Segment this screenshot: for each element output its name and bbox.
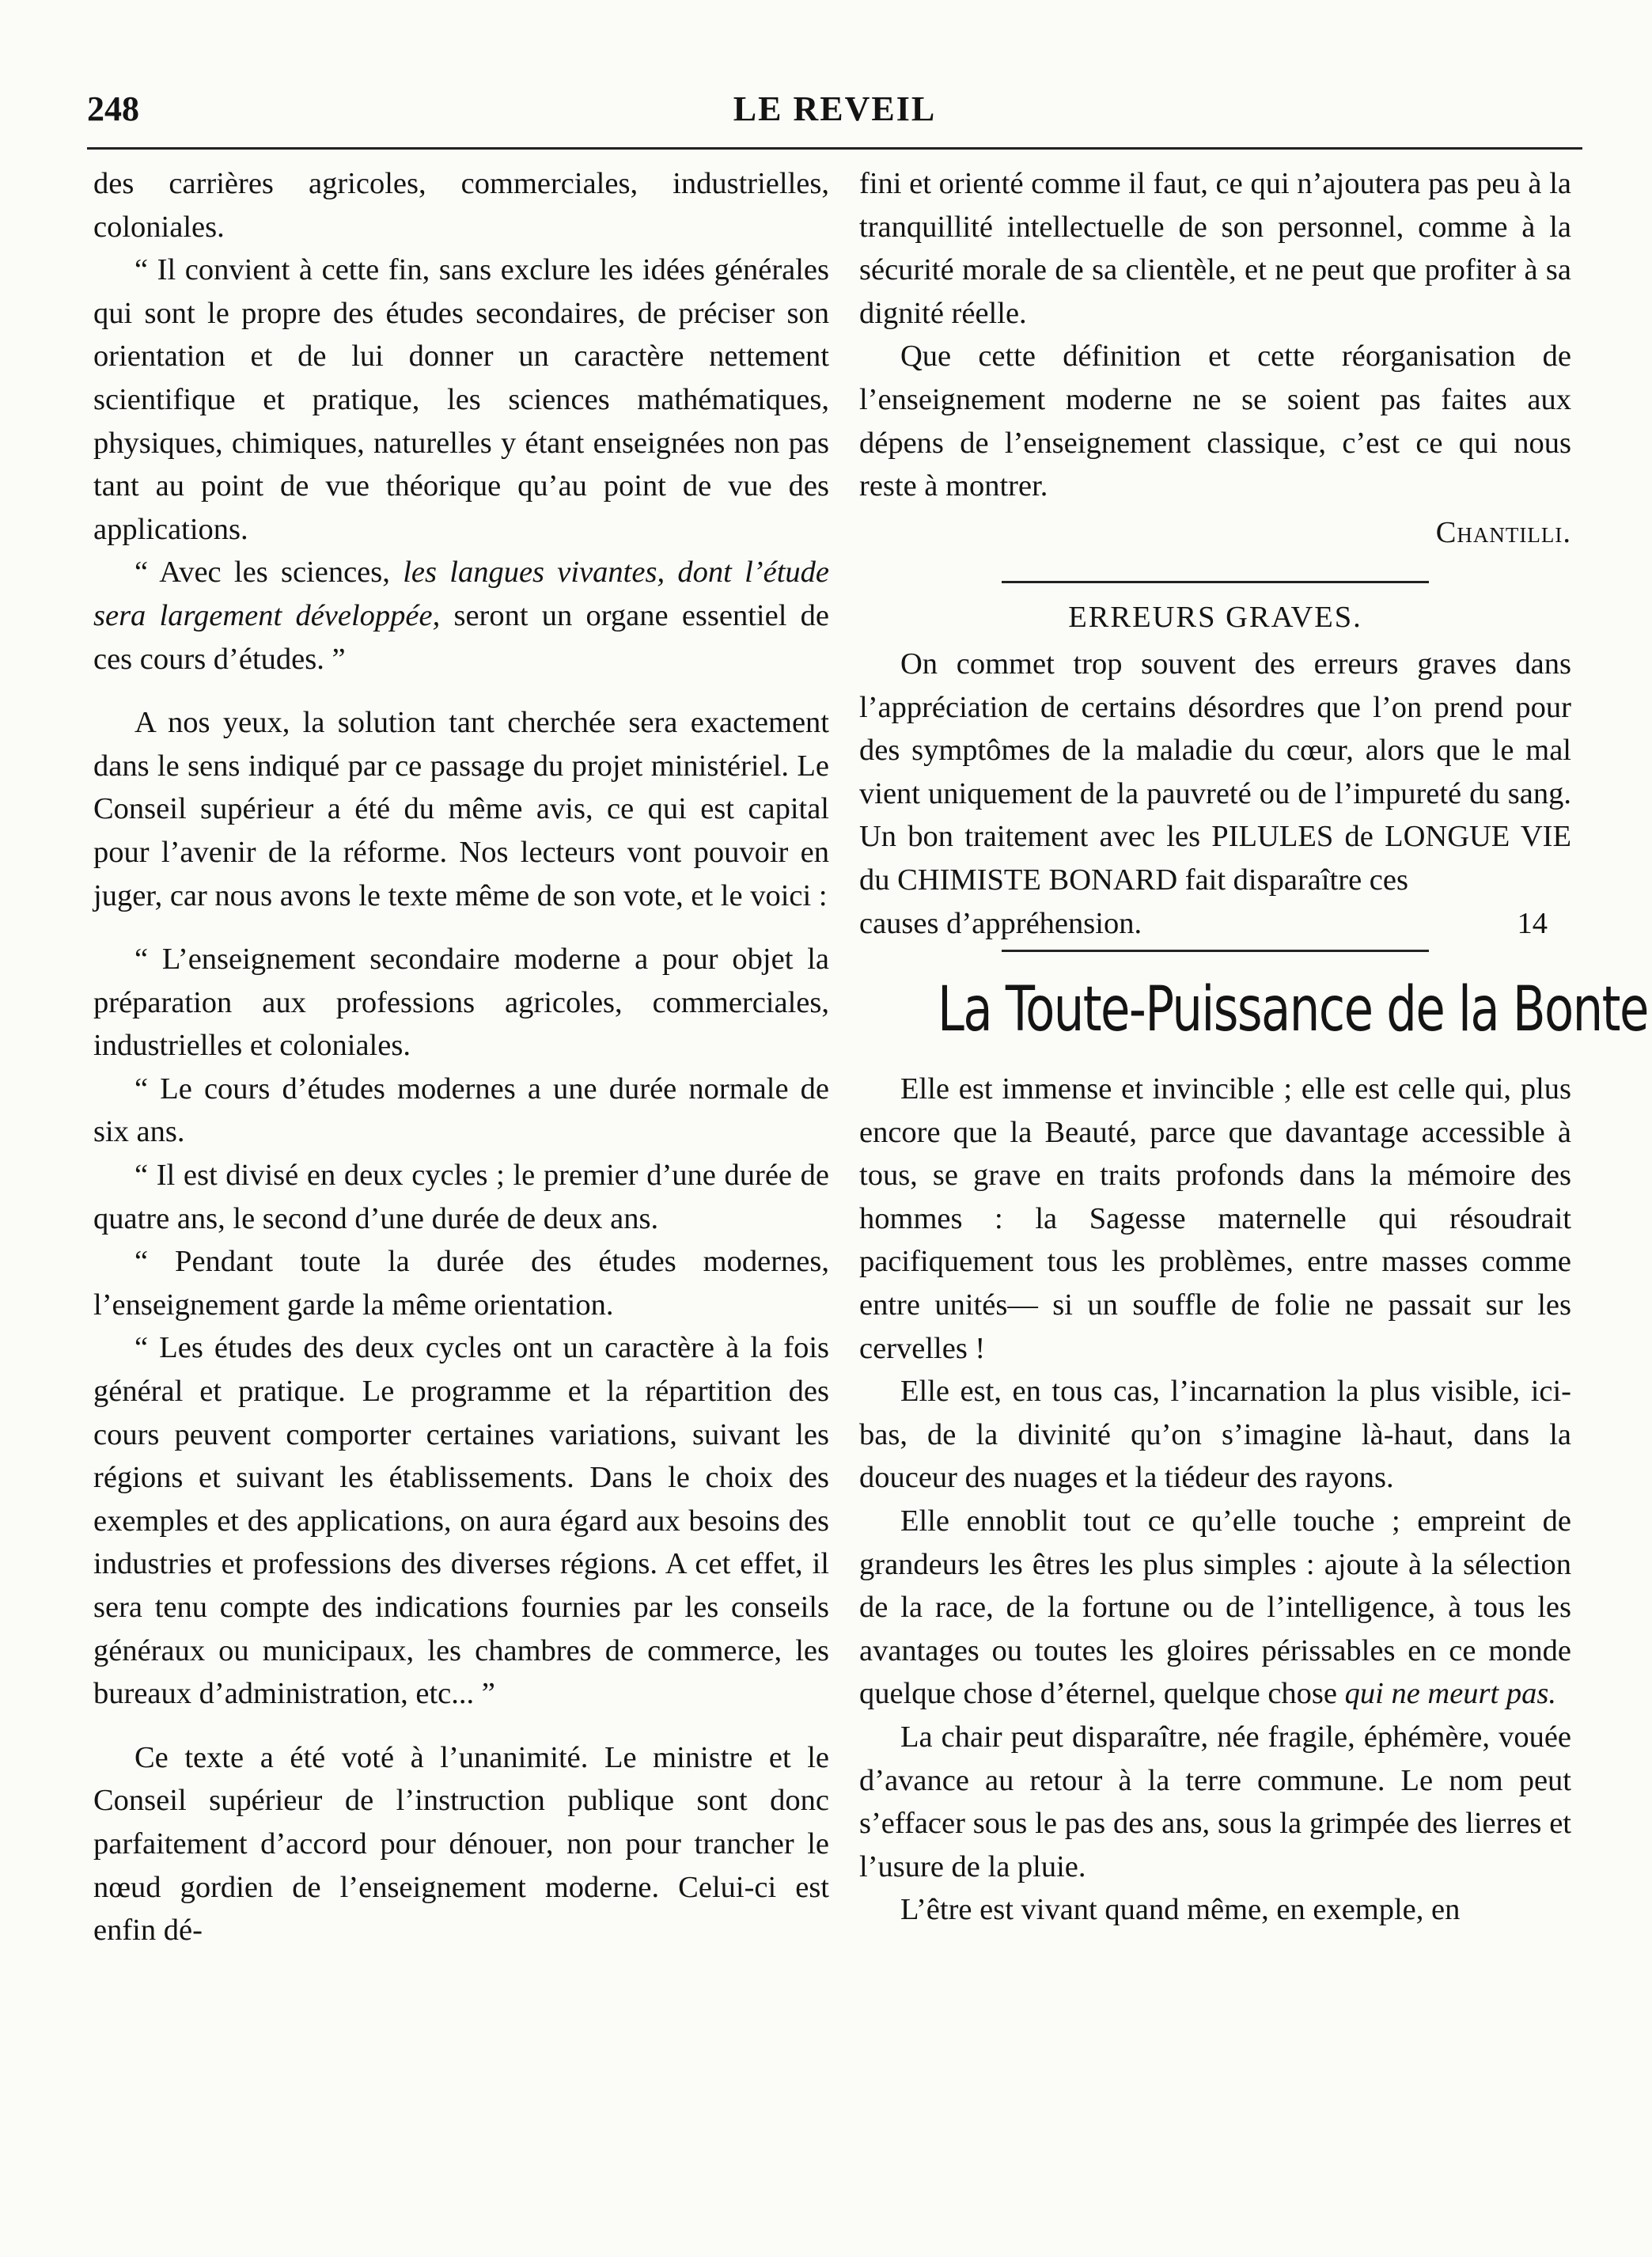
paragraph: fini et orienté comme il faut, ce qui n’ajoutera pas peu à la tranquillité intellectuelle de son personnel, comme à la sécurité morale de sa clientèle, et ne peut que profiter à sa dignité réelle. [859,167,1571,330]
paragraph: Elle est, en tous cas, l’incarnation la plus visible, ici-bas, de la divinité qu’on s’imagine là-haut, dans la douceur des nuages et la tiédeur des rayons. [859,1375,1571,1495]
italic-text: qui ne meurt pas. [1344,1677,1556,1711]
paragraph: “ Les études des deux cycles ont un caractère à la fois général et pratique. Le programme et la répartition des cours peuvent comporter certaines variations, suivant les régions et suivant les établissements. Dans le choix des exemples et des applications, on aura égard aux besoins des industries et professions des diverses régions. A cet effet, il sera tenu compte des indications fournies par les conseils généraux ou municipaux, les chambres de commerce, les bureaux d’administration, etc... ” [93,1331,829,1711]
paragraph [859,1500,1571,1716]
header-rule [87,147,1582,150]
paragraph: “ L’enseignement secondaire moderne a pour objet la préparation aux professions agricoles, commerciales, industrielles et coloniales. [93,943,829,1063]
page-header [87,89,1582,136]
paragraph [93,551,829,681]
text-run: “ Avec les sciences, [135,556,404,590]
italic-text: les langues vivantes, dont l’étude sera largement développée, [93,556,830,632]
text-run: seront un organe essentiel de ces cours d’études. ” [93,598,829,676]
paragraph: L’être est vivant quand même, en exemple, en [900,1893,1461,1927]
paragraph: Que cette définition et cette réorganisation de l’enseignement moderne ne se soient pas faites aux dépens de l’enseignement classique, c’est ce qui nous reste à montrer. [859,339,1571,503]
advertisement-last-line [859,902,1571,946]
left-column [93,162,829,1952]
text-run: Elle ennoblit tout ce qu’elle touche ; empreint de grandeurs les êtres les plus simples : ajoute à la sélection de la race, de la fortune ou de l’intelligence, à tous les avantages ou toutes les gloires périssables en ce monde quelque chose d’éternel, quelque chose [859,1504,1571,1711]
section-separator [1002,581,1429,583]
paragraph: La chair peut disparaître, née fragile, éphémère, vouée d’avance au retour à la terre commune. Le nom peut s’effacer sous le pas des ans, sous la grimpée des lierres et l’usure de la pluie. [859,1720,1571,1883]
paragraph: des carrières agricoles, commerciales, industrielles, coloniales. [93,167,829,244]
section-separator [1002,950,1429,952]
paragraph: “ Pendant toute la durée des études modernes, l’enseignement garde la même orientation. [93,1245,829,1322]
paragraph: Ce texte a été voté à l’unanimité. Le ministre et le Conseil supérieur de l’instruction publique sont donc parfaitement d’accord pour dénouer, non pour trancher le nœud gordien de l’enseignement moderne. Celui-ci est enfin dé- [93,1740,829,1948]
paragraph: “ Il convient à cette fin, sans exclure les idées générales qui sont le propre des études secondaires, de préciser son orientation et de lui donner un caractère nettement scientifique et pratique, les sciences mathématiques, physiques, chimiques, naturelles y étant enseignées non pas tant au point de vue théorique qu’au point de vue des applications. [93,253,829,546]
advertisement-title: ERREURS GRAVES. [1068,601,1362,635]
advertisement-body: On commet trop souvent des erreurs graves dans l’appréciation de certains désordres que l’on prend pour des symptômes de la maladie du cœur, alors que le mal vient uniquement de la pauvreté ou de l’impureté du sang. Un bon traitement avec les PILULES de LONGUE VIE du CHIMISTE BONARD fait disparaître ces [859,647,1571,897]
text-run: causes d’appréhension. [859,906,1142,940]
paragraph: A nos yeux, la solution tant cherchée sera exactement dans le sens indiqué par ce passage du projet ministériel. Le Conseil supérieur a été du même avis, ce qui est capital pour l’avenir de la réforme. Nos lecteurs vont pouvoir en juger, car nous avons le texte même de son vote, et le voici : [93,706,829,912]
paragraph: “ Le cours d’études modernes a une durée normale de six ans. [93,1072,829,1149]
page-number: 248 [87,89,139,128]
paragraph: “ Il est divisé en deux cycles ; le premier d’une durée de quatre ans, le second d’une durée de deux ans. [93,1159,829,1235]
paragraph: Elle est immense et invincible ; elle est celle qui, plus encore que la Beauté, parce que davantage accessible à tous, se grave en traits profonds dans la mémoire des hommes : la Sagesse maternelle qui résoudrait pacifiquement tous les problèmes, entre masses comme entre unités— si un souffle de folie ne passait sur les cervelles ! [859,1072,1571,1365]
author-signature: Chantilli. [1435,515,1571,549]
running-title: LE REVEIL [733,89,937,128]
right-column [859,162,1648,1932]
advertisement-number: 14 [1517,906,1548,940]
article-title: La Toute-Puissance de la Bonte [938,974,1648,1046]
